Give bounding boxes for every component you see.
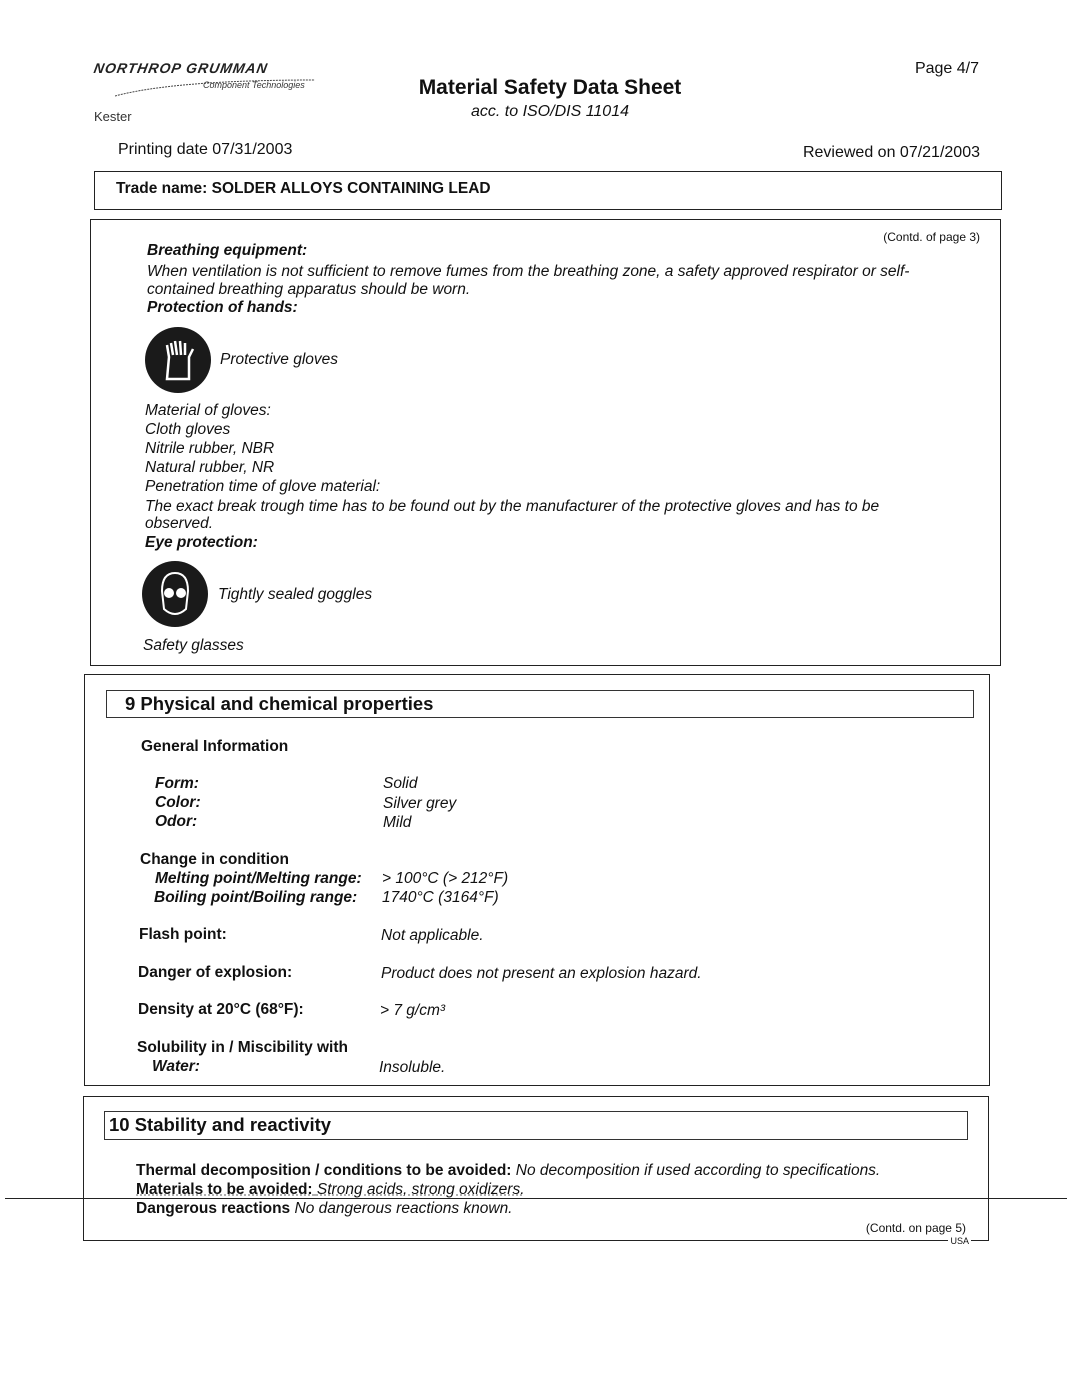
form-value: Solid — [383, 775, 418, 792]
materials-label: Materials to be avoided: — [136, 1181, 313, 1198]
document-title: Material Safety Data Sheet — [418, 76, 682, 99]
breathing-text-2: contained breathing apparatus should be worn. — [147, 281, 471, 298]
flash-value: Not applicable. — [381, 927, 484, 944]
thermal-value: No decomposition if used according to specifications. — [515, 1162, 881, 1179]
contd-on-page: (Contd. on page 5) — [865, 1221, 966, 1235]
flash-label: Flash point: — [139, 926, 227, 943]
document-subtitle: acc. to ISO/DIS 11014 — [470, 103, 629, 120]
penetration-text-2: observed. — [145, 515, 214, 532]
boiling-value: 1740°C (3164°F) — [382, 889, 499, 906]
form-label: Form: — [155, 775, 199, 792]
goggles-icon-label: Tightly sealed goggles — [218, 586, 373, 603]
odor-value: Mild — [383, 814, 412, 831]
thermal-label: Thermal decomposition / conditions to be avoided: — [136, 1162, 512, 1179]
breathing-text-1: When ventilation is not sufficient to remove fumes from the breathing zone, a safety approved respirator or self- — [147, 263, 910, 280]
color-value: Silver grey — [383, 795, 457, 812]
breathing-label: Breathing equipment: — [147, 242, 308, 259]
trade-name: Trade name: SOLDER ALLOYS CONTAINING LEAD — [116, 180, 491, 197]
dangerous-value: No dangerous reactions known. — [294, 1200, 513, 1217]
material-item: Natural rubber, NR — [145, 459, 275, 476]
melting-label: Melting point/Melting range: — [155, 870, 362, 887]
material-item: Nitrile rubber, NBR — [145, 440, 275, 457]
penetration-text-1: The exact break trough time has to be found out by the manufacturer of the protective gloves and has to be — [145, 498, 880, 515]
general-info-label: General Information — [141, 738, 289, 755]
odor-label: Odor: — [155, 813, 198, 830]
gloves-icon — [145, 327, 211, 393]
dangerous-label: Dangerous reactions — [136, 1200, 291, 1217]
water-label: Water: — [152, 1058, 200, 1075]
contd-of-page: (Contd. of page 3) — [883, 230, 980, 244]
penetration-label: Penetration time of glove material: — [145, 478, 381, 495]
material-item: Cloth gloves — [145, 421, 231, 438]
material-label: Material of gloves: — [145, 402, 271, 419]
logo-division: Component Technologies — [203, 80, 305, 90]
boiling-label: Boiling point/Boiling range: — [154, 889, 358, 906]
hands-label: Protection of hands: — [147, 299, 298, 316]
section-9-title: 9 Physical and chemical properties — [106, 690, 974, 718]
melting-value: > 100°C (> 212°F) — [382, 870, 509, 887]
reviewed-date: Reviewed on 07/21/2003 — [802, 144, 980, 161]
materials-value: Strong acids, strong oxidizers. — [316, 1181, 525, 1198]
page-number: Page 4/7 — [914, 60, 979, 77]
water-value: Insoluble. — [379, 1059, 446, 1076]
density-label: Density at 20°C (68°F): — [138, 1001, 304, 1018]
eye-label: Eye protection: — [145, 534, 258, 551]
thermal-row — [136, 1162, 880, 1180]
dangerous-row — [136, 1200, 513, 1218]
goggles-icon — [142, 561, 208, 627]
explosion-value: Product does not present an explosion hazard. — [381, 965, 702, 982]
printing-date: Printing date 07/31/2003 — [118, 141, 293, 158]
scan-line — [5, 1198, 1067, 1199]
materials-row — [136, 1181, 525, 1199]
solubility-label: Solubility in / Miscibility with — [137, 1039, 348, 1056]
safety-glasses: Safety glasses — [143, 637, 244, 654]
explosion-label: Danger of explosion: — [138, 964, 293, 981]
region-label: USA — [950, 1236, 969, 1246]
section-10-title: 10 Stability and reactivity — [104, 1111, 968, 1140]
gloves-icon-label: Protective gloves — [220, 351, 339, 368]
color-label: Color: — [155, 794, 201, 811]
logo-brand: Kester — [94, 109, 132, 124]
density-value: > 7 g/cm³ — [380, 1002, 446, 1019]
change-label: Change in condition — [140, 851, 289, 868]
company-logo: NORTHROP GRUMMAN — [92, 60, 270, 76]
